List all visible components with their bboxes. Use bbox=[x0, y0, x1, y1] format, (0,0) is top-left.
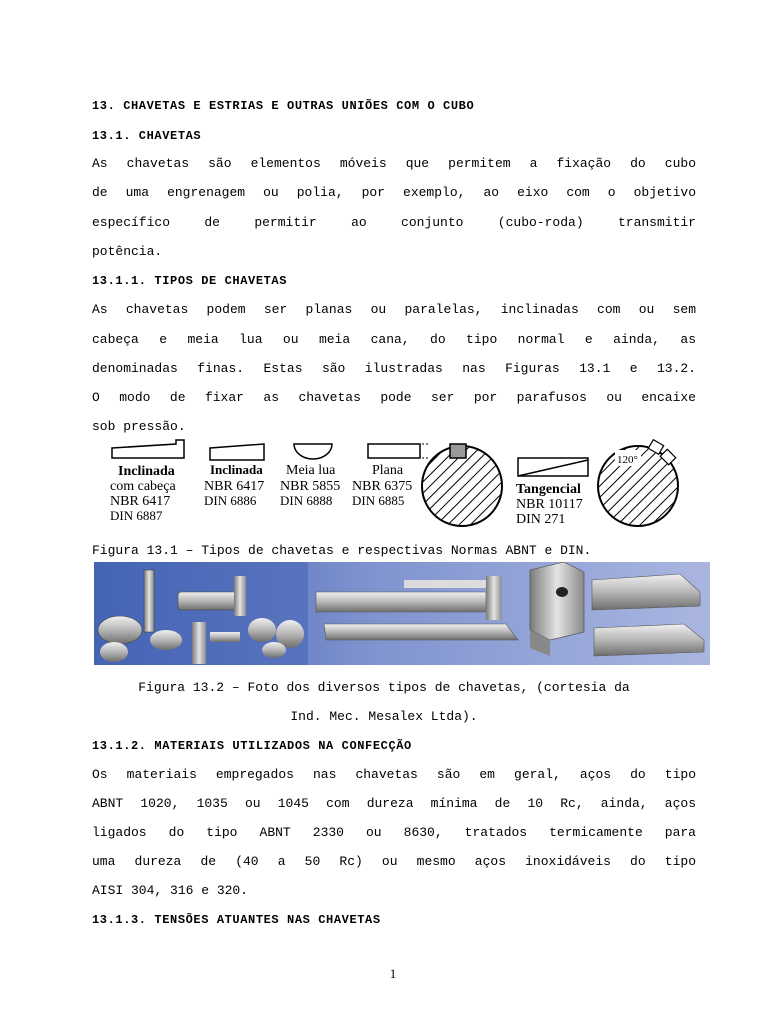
paragraph-line: O modo de fixar as chavetas pode ser por parafusos ou encaixe bbox=[92, 390, 696, 405]
paragraph-line: As chavetas podem ser planas ou paralelas, inclinadas com ou sem bbox=[92, 302, 696, 317]
paragraph-line: As chavetas são elementos móveis que permitem a fixação do cubo bbox=[92, 156, 696, 171]
label-plana: Plana bbox=[372, 463, 404, 478]
section-heading-13-1-1: 13.1.1. TIPOS DE CHAVETAS bbox=[92, 274, 288, 288]
woodruff-key-drawing bbox=[294, 444, 332, 459]
paragraph-line: específico de permitir ao conjunto (cubo-roda) transmitir bbox=[92, 215, 696, 230]
paragraph-line: cabeça e meia lua ou meia cana, do tipo normal e ainda, as bbox=[92, 332, 696, 347]
paragraph-line: uma dureza de (40 a 50 Rc) ou mesmo aços inoxidáveis do tipo bbox=[92, 854, 696, 869]
label-din-6887: DIN 6887 bbox=[110, 508, 163, 523]
section-heading-13-1: 13.1. CHAVETAS bbox=[92, 129, 202, 143]
label-din-6888: DIN 6888 bbox=[280, 493, 333, 508]
flat-key-drawing bbox=[368, 444, 420, 458]
section-heading-13: 13. CHAVETAS E ESTRIAS E OUTRAS UNIÕES COM O CUBO bbox=[92, 99, 475, 113]
label-inclinada: Inclinada bbox=[210, 462, 263, 477]
paragraph-line: potência. bbox=[92, 244, 163, 259]
label-nbr-5855: NBR 5855 bbox=[280, 479, 341, 494]
label-nbr-6417: NBR 6417 bbox=[204, 479, 265, 494]
paragraph-line: Os materiais empregados nas chavetas são em geral, aços do tipo bbox=[92, 767, 696, 782]
label-din-6885: DIN 6885 bbox=[352, 493, 405, 508]
section-heading-13-1-3: 13.1.3. TENSÕES ATUANTES NAS CHAVETAS bbox=[92, 913, 381, 927]
paragraph-line: ABNT 1020, 1035 ou 1045 com dureza mínima de 10 Rc, ainda, aços bbox=[92, 796, 696, 811]
label-din-6886: DIN 6886 bbox=[204, 493, 257, 508]
label-com-cabeca: com cabeça bbox=[110, 479, 176, 494]
figure-13-1-caption: Figura 13.1 – Tipos de chavetas e respectivas Normas ABNT e DIN. bbox=[92, 543, 592, 558]
label-nbr-6417: NBR 6417 bbox=[110, 494, 171, 509]
paragraph-line: denominadas finas. Estas são ilustradas nas Figuras 13.1 e 13.2. bbox=[92, 361, 696, 376]
paragraph-line: sob pressão. bbox=[92, 419, 186, 434]
label-meia-lua: Meia lua bbox=[286, 463, 336, 478]
label-tangencial: Tangencial bbox=[516, 482, 581, 497]
section-heading-13-1-2: 13.1.2. MATERIAIS UTILIZADOS NA CONFECÇÃO bbox=[92, 739, 412, 753]
label-din-271: DIN 271 bbox=[516, 512, 566, 527]
gib-head-key-drawing bbox=[112, 440, 184, 458]
label-inclinada-cabeca: Inclinada bbox=[118, 464, 175, 479]
keys-photo bbox=[94, 562, 710, 665]
taper-key-drawing bbox=[210, 444, 264, 460]
angle-label: 120° bbox=[617, 454, 638, 466]
figure-13-2-caption-line1: Figura 13.2 – Foto dos diversos tipos de chavetas, (cortesia da bbox=[138, 680, 630, 695]
label-nbr-6375: NBR 6375 bbox=[352, 479, 413, 494]
label-nbr-10117: NBR 10117 bbox=[516, 497, 583, 512]
figure-13-2-caption-line2: Ind. Mec. Mesalex Ltda). bbox=[290, 709, 478, 724]
paragraph-line: ligados do tipo ABNT 2330 ou 8630, tratados termicamente para bbox=[92, 825, 696, 840]
paragraph-line: de uma engrenagem ou polia, por exemplo, ao eixo com o objetivo bbox=[92, 185, 696, 200]
page-number: 1 bbox=[389, 966, 397, 981]
key-types-figure bbox=[104, 438, 684, 534]
paragraph-line: AISI 304, 316 e 320. bbox=[92, 883, 249, 898]
